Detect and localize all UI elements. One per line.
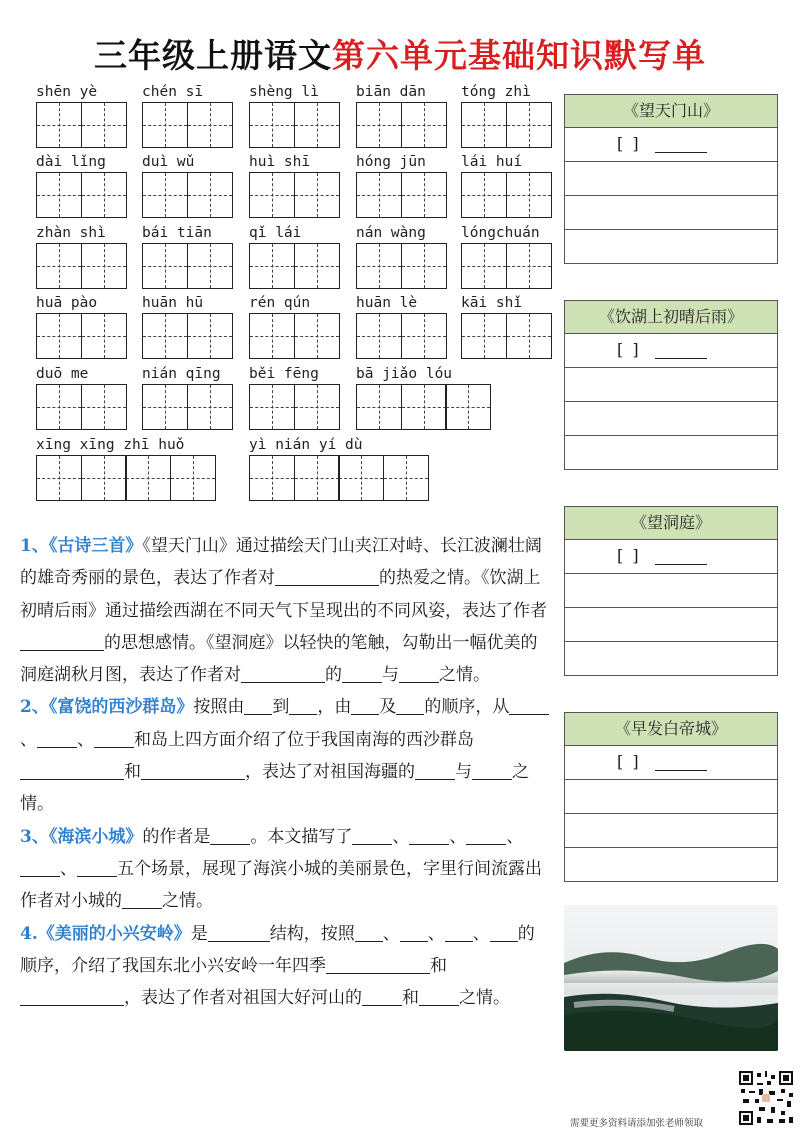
answer-blank[interactable] — [241, 666, 325, 683]
title-grade: 三年级上册语文 — [94, 36, 332, 75]
answer-blank[interactable] — [77, 860, 117, 877]
writing-cell[interactable] — [142, 172, 188, 218]
writing-cell[interactable] — [401, 384, 447, 430]
writing-cell[interactable] — [81, 313, 127, 359]
writing-cell[interactable] — [461, 313, 507, 359]
writing-cell[interactable] — [187, 102, 233, 148]
answer-blank[interactable] — [419, 989, 459, 1006]
answer-blank[interactable] — [20, 860, 60, 877]
writing-cell[interactable] — [36, 455, 82, 501]
pinyin-word — [249, 435, 427, 501]
pinyin-label: yì nián yí dù — [249, 437, 363, 453]
writing-cell[interactable] — [401, 243, 447, 289]
pinyin-word — [36, 152, 125, 218]
answer-blank[interactable] — [466, 828, 506, 845]
pinyin-word — [249, 364, 338, 430]
author-blank[interactable] — [655, 152, 707, 153]
writing-cell[interactable] — [294, 102, 340, 148]
answer-blank[interactable] — [472, 763, 512, 780]
pinyin-label: biān dān — [356, 84, 426, 100]
pinyin-word — [36, 364, 125, 430]
pinyin-word — [36, 435, 214, 501]
writing-cell[interactable] — [356, 313, 402, 359]
answer-blank[interactable] — [490, 925, 518, 942]
writing-cell[interactable] — [356, 384, 402, 430]
pinyin-word — [356, 223, 445, 289]
pinyin-label: huān hū — [142, 295, 204, 311]
pinyin-word — [142, 82, 231, 148]
writing-cell[interactable] — [81, 384, 127, 430]
pinyin-word — [249, 152, 338, 218]
writing-cell[interactable] — [142, 102, 188, 148]
pinyin-label: duō me — [36, 366, 89, 382]
answer-blank[interactable] — [415, 763, 455, 780]
landscape-photo — [564, 905, 778, 1051]
writing-cell[interactable] — [401, 172, 447, 218]
writing-cell[interactable] — [187, 172, 233, 218]
question-4: 4.《美丽的小兴安岭》是 结构，按照 、 、 、 的顺序，介绍了我国东北小兴安岭一年四季 和，表达了作者对祖国大好河山的 和 之情。 — [20, 923, 535, 1009]
writing-cell[interactable] — [445, 384, 491, 430]
pinyin-label: duì wǔ — [142, 154, 195, 170]
writing-cell[interactable] — [401, 313, 447, 359]
poem-writing-line[interactable] — [564, 642, 778, 676]
pinyin-word — [461, 152, 550, 218]
writing-cell[interactable] — [294, 384, 340, 430]
poem-writing-line[interactable] — [564, 814, 778, 848]
answer-blank[interactable] — [342, 666, 382, 683]
pinyin-label: rén qún — [249, 295, 311, 311]
writing-cell[interactable] — [81, 455, 127, 501]
answer-blank[interactable] — [37, 731, 77, 748]
q2-title: 《富饶的西沙群岛》 — [48, 697, 194, 718]
answer-blank[interactable] — [94, 731, 134, 748]
writing-cell[interactable] — [36, 172, 82, 218]
q3-title: 《海滨小城》 — [48, 826, 143, 847]
writing-cell[interactable] — [249, 455, 295, 501]
answer-blank[interactable] — [122, 892, 162, 909]
pinyin-word — [461, 293, 550, 359]
writing-cell[interactable] — [81, 102, 127, 148]
author-blank[interactable] — [655, 564, 707, 565]
pinyin-word — [356, 152, 445, 218]
writing-cell[interactable] — [187, 384, 233, 430]
dynasty-bracket: [ ] — [617, 134, 641, 153]
poem-title: 《望天门山》 — [564, 94, 778, 128]
writing-cell[interactable] — [294, 313, 340, 359]
writing-cell[interactable] — [356, 243, 402, 289]
pinyin-label: shèng lì — [249, 84, 319, 100]
questions-section — [20, 530, 550, 1014]
writing-cell[interactable] — [506, 313, 552, 359]
pinyin-label: bā jiǎo lóu — [356, 366, 453, 382]
poem-author-line[interactable] — [564, 746, 778, 780]
poem-writing-line[interactable] — [564, 402, 778, 436]
answer-blank[interactable] — [20, 989, 124, 1006]
pinyin-label: bái tiān — [142, 225, 212, 241]
answer-blank[interactable] — [20, 634, 104, 651]
pinyin-word — [249, 223, 338, 289]
pinyin-word — [36, 223, 125, 289]
writing-cell[interactable] — [36, 102, 82, 148]
poem-writing-line[interactable] — [564, 436, 778, 470]
poem-title: 《早发白帝城》 — [564, 712, 778, 746]
pinyin-label: tóng zhì — [461, 84, 531, 100]
pinyin-label: qǐ lái — [249, 225, 302, 241]
author-blank[interactable] — [655, 770, 707, 771]
question-2: 2、《富饶的西沙群岛》按照由 到 ，由 及 的顺序，从、 、 和岛上四方面介绍了位于我国南海的西沙群岛和 ，表达了对祖国海疆的 与 之情。 — [20, 691, 550, 820]
pinyin-label: běi fēng — [249, 366, 319, 382]
answer-blank[interactable] — [289, 698, 317, 715]
q4-title: 《美丽的小兴安岭》 — [37, 923, 191, 944]
poem-block — [564, 712, 778, 882]
writing-cell[interactable] — [187, 243, 233, 289]
pinyin-word — [142, 293, 231, 359]
writing-cell[interactable] — [401, 102, 447, 148]
answer-blank[interactable] — [141, 763, 245, 780]
question-3: 3、《海滨小城》的作者是 。本文描写了 、 、 、、 五个场景，展现了海滨小城的美丽景色，字里行间流露出作者对小城的 之情。 — [20, 826, 542, 912]
poem-writing-line[interactable] — [564, 608, 778, 642]
pinyin-word — [142, 223, 231, 289]
pinyin-label: dài lǐng — [36, 154, 106, 170]
answer-blank[interactable] — [362, 989, 402, 1006]
writing-cell[interactable] — [506, 172, 552, 218]
writing-cell[interactable] — [249, 384, 295, 430]
writing-cell[interactable] — [125, 455, 171, 501]
pinyin-word — [461, 82, 550, 148]
answer-blank[interactable] — [355, 925, 383, 942]
answer-blank[interactable] — [445, 925, 473, 942]
question-1: 1、《古诗三首》《望天门山》通过描绘天门山夹江对峙、长江波澜壮阔的雄奇秀丽的景色，表达了作者对 的热爱之情。《饮湖上初晴后雨》通过描绘西湖在不同天气下呈现出的不同风姿，表达了作者的思想感情。《望洞庭》以轻快的笔触，勾勒出一幅优美的洞庭湖秋月图，表达了作者对 的 与 之情。 — [20, 536, 547, 686]
pinyin-label: hóng jūn — [356, 154, 426, 170]
writing-cell[interactable] — [461, 243, 507, 289]
poem-writing-line[interactable] — [564, 848, 778, 882]
poem-writing-line[interactable] — [564, 574, 778, 608]
dynasty-bracket: [ ] — [617, 340, 641, 359]
answer-blank[interactable] — [396, 698, 424, 715]
poem-writing-line[interactable] — [564, 780, 778, 814]
writing-cell[interactable] — [506, 102, 552, 148]
poem-writing-line[interactable] — [564, 230, 778, 264]
answer-blank[interactable] — [400, 925, 428, 942]
pinyin-label: xīng xīng zhī huǒ — [36, 437, 185, 453]
author-blank[interactable] — [655, 358, 707, 359]
writing-cell[interactable] — [356, 102, 402, 148]
pinyin-word — [36, 293, 125, 359]
title-unit: 第六单元基础知识默写单 — [332, 36, 706, 75]
pinyin-label: huān lè — [356, 295, 418, 311]
answer-blank[interactable] — [352, 828, 392, 845]
footer-note: 需要更多资料请添加张老师领取 — [570, 1118, 704, 1129]
answer-blank[interactable] — [208, 925, 270, 942]
answer-blank[interactable] — [409, 828, 449, 845]
writing-cell[interactable] — [36, 243, 82, 289]
writing-cell[interactable] — [338, 455, 384, 501]
dynasty-bracket: [ ] — [617, 752, 641, 771]
poem-writing-line[interactable] — [564, 196, 778, 230]
poem-dictation-column — [564, 94, 778, 882]
answer-blank[interactable] — [326, 957, 430, 974]
writing-cell[interactable] — [187, 313, 233, 359]
poem-title: 《望洞庭》 — [564, 506, 778, 540]
writing-cell[interactable] — [142, 243, 188, 289]
pinyin-label: zhàn shì — [36, 225, 106, 241]
qr-code[interactable] — [737, 1069, 795, 1127]
poem-title: 《饮湖上初晴后雨》 — [564, 300, 778, 334]
pinyin-label: kāi shǐ — [461, 295, 523, 311]
writing-cell[interactable] — [249, 243, 295, 289]
poem-writing-line[interactable] — [564, 368, 778, 402]
pinyin-label: huì shī — [249, 154, 311, 170]
answer-blank[interactable] — [244, 698, 272, 715]
q1-title: 《古诗三首》 — [48, 536, 143, 556]
pinyin-word — [142, 152, 231, 218]
pinyin-word — [249, 293, 338, 359]
writing-cell[interactable] — [294, 172, 340, 218]
answer-blank[interactable] — [509, 698, 549, 715]
writing-cell[interactable] — [249, 172, 295, 218]
writing-cell[interactable] — [249, 102, 295, 148]
answer-blank[interactable] — [275, 569, 379, 586]
pinyin-label: huā pào — [36, 295, 98, 311]
answer-blank[interactable] — [20, 763, 124, 780]
writing-cell[interactable] — [356, 172, 402, 218]
writing-cell[interactable] — [81, 243, 127, 289]
pinyin-label: lái huí — [461, 154, 523, 170]
answer-blank[interactable] — [399, 666, 439, 683]
writing-cell[interactable] — [142, 384, 188, 430]
page-title — [0, 30, 800, 77]
poem-block — [564, 300, 778, 470]
pinyin-word — [36, 82, 125, 148]
writing-cell[interactable] — [142, 313, 188, 359]
writing-cell[interactable] — [294, 455, 340, 501]
pinyin-label: chén sī — [142, 84, 204, 100]
writing-cell[interactable] — [294, 243, 340, 289]
writing-cell[interactable] — [461, 172, 507, 218]
pinyin-writing-grid — [36, 82, 561, 512]
poem-author-line[interactable] — [564, 540, 778, 574]
answer-blank[interactable] — [210, 828, 250, 845]
dynasty-bracket: [ ] — [617, 546, 641, 565]
writing-cell[interactable] — [36, 313, 82, 359]
pinyin-label: shēn yè — [36, 84, 98, 100]
poem-author-line[interactable] — [564, 334, 778, 368]
pinyin-label: lóngchuán — [461, 225, 540, 241]
pinyin-label: nián qīng — [142, 366, 221, 382]
writing-cell[interactable] — [36, 384, 82, 430]
pinyin-word — [461, 223, 550, 289]
poem-block — [564, 506, 778, 676]
pinyin-word — [356, 293, 445, 359]
writing-cell[interactable] — [506, 243, 552, 289]
writing-cell[interactable] — [170, 455, 216, 501]
writing-cell[interactable] — [461, 102, 507, 148]
pinyin-label: nán wàng — [356, 225, 426, 241]
answer-blank[interactable] — [351, 698, 379, 715]
pinyin-word — [249, 82, 338, 148]
poem-writing-line[interactable] — [564, 162, 778, 196]
writing-cell[interactable] — [249, 313, 295, 359]
pinyin-word — [142, 364, 231, 430]
pinyin-word — [356, 364, 490, 430]
writing-cell[interactable] — [383, 455, 429, 501]
poem-block — [564, 94, 778, 264]
pinyin-word — [356, 82, 445, 148]
poem-author-line[interactable] — [564, 128, 778, 162]
writing-cell[interactable] — [81, 172, 127, 218]
